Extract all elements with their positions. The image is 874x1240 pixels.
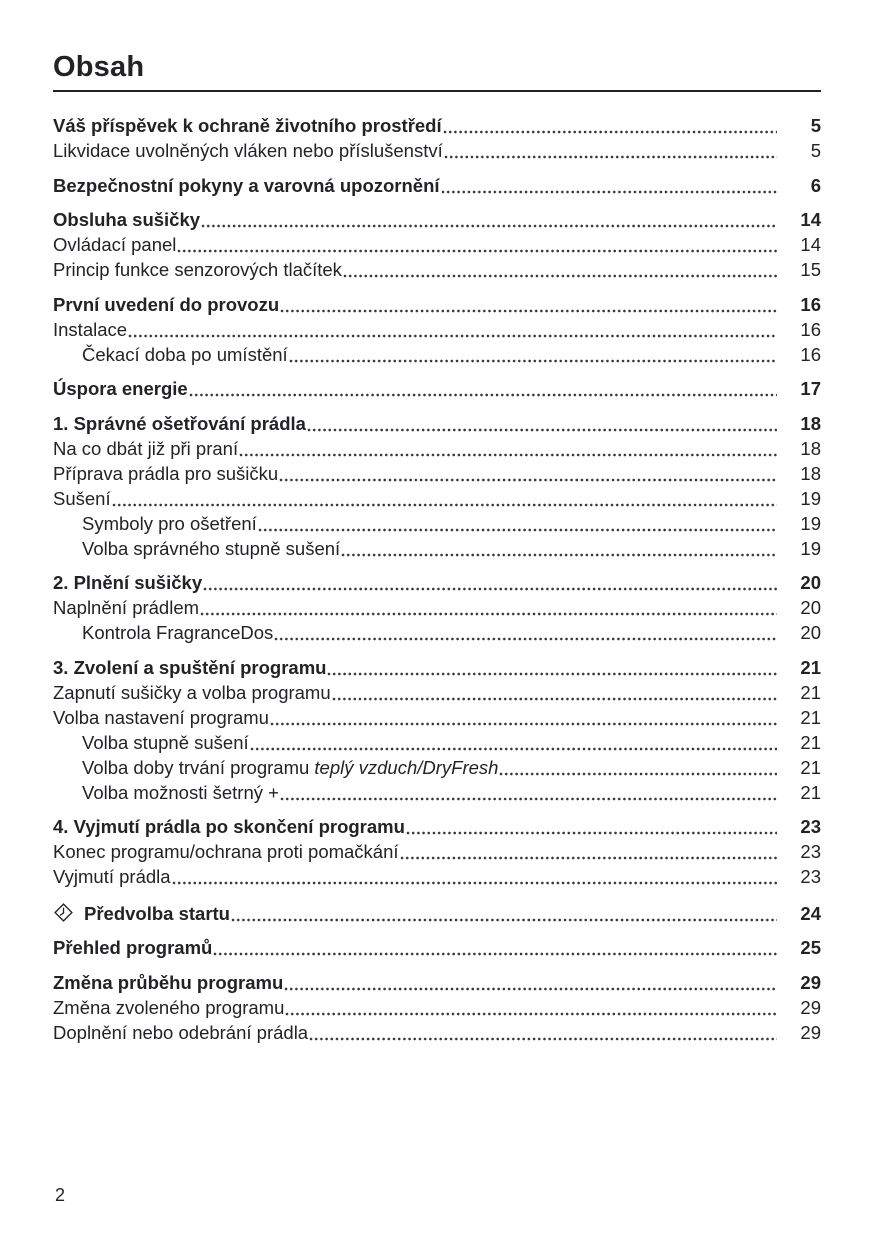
toc-entry-text: Symboly pro ošetření bbox=[82, 512, 257, 534]
title-divider bbox=[53, 90, 821, 92]
toc-entry-label bbox=[53, 680, 331, 705]
toc-page-number: 29 bbox=[800, 1021, 821, 1043]
toc-leader-dots bbox=[284, 987, 777, 991]
toc-leader-dots bbox=[343, 274, 777, 278]
toc-entry-text: Předvolba startu bbox=[84, 902, 230, 924]
toc-page-number: 16 bbox=[800, 293, 821, 315]
toc-entry-text: Konec programu/ochrana proti pomačkání bbox=[53, 841, 399, 862]
toc-page-number: 16 bbox=[800, 343, 821, 365]
toc-page-number: 23 bbox=[800, 816, 821, 837]
toc-entry-label bbox=[53, 995, 284, 1020]
toc-entry bbox=[53, 411, 821, 436]
toc-entry-label bbox=[53, 376, 188, 401]
toc-leader-dots bbox=[177, 249, 777, 253]
toc-leader-dots bbox=[279, 478, 777, 482]
toc-entry bbox=[53, 730, 821, 755]
toc-page-number: 5 bbox=[810, 115, 821, 136]
toc-leader-dots bbox=[285, 1012, 777, 1016]
toc-entry bbox=[53, 461, 821, 486]
toc-entry-text: Sušení bbox=[53, 487, 111, 509]
toc-entry-label bbox=[53, 705, 269, 730]
toc-entry-label bbox=[53, 655, 326, 680]
toc-leader-dots bbox=[280, 309, 777, 313]
toc-entry bbox=[53, 1020, 821, 1045]
toc-page-number: 25 bbox=[800, 937, 821, 958]
toc-page-number: 21 bbox=[800, 781, 821, 803]
toc-entry-text: Naplnění prádlem bbox=[53, 597, 200, 618]
toc-leader-dots bbox=[112, 503, 777, 507]
toc-leader-dots bbox=[443, 130, 777, 134]
toc-leader-dots bbox=[309, 1037, 777, 1041]
toc-entry bbox=[53, 680, 821, 705]
toc-entry bbox=[53, 864, 821, 889]
toc-leader-dots bbox=[250, 747, 777, 751]
toc-entry-text: Doplnění nebo odebrání prádla bbox=[53, 1021, 309, 1043]
toc-entry-label bbox=[82, 730, 249, 755]
toc-entry bbox=[53, 814, 821, 839]
toc-entry-text: Kontrola FragranceDos bbox=[82, 622, 274, 643]
toc-page-number: 15 bbox=[800, 259, 821, 280]
toc-page-number: 19 bbox=[800, 487, 821, 509]
toc-entry bbox=[53, 655, 821, 680]
toc-entry-label bbox=[82, 511, 257, 536]
toc-page-number: 18 bbox=[800, 412, 821, 434]
toc-entry bbox=[53, 173, 821, 198]
toc-leader-dots bbox=[239, 453, 777, 457]
toc-leader-dots bbox=[274, 637, 777, 641]
toc-entry-text: Na co dbát již při praní bbox=[53, 437, 239, 459]
toc-leader-dots bbox=[200, 612, 777, 616]
toc-entry-text: 1. Správné ošetřování prádla bbox=[53, 412, 306, 434]
toc-page-number: 21 bbox=[800, 756, 821, 778]
toc-page-number: 19 bbox=[800, 537, 821, 559]
toc-entry-label bbox=[82, 342, 288, 367]
toc-entry-text: 2. Plnění sušičky bbox=[53, 572, 203, 593]
toc-entry-text: Změna průběhu programu bbox=[53, 971, 284, 993]
toc-entry bbox=[53, 232, 821, 257]
toc-leader-dots bbox=[270, 722, 777, 726]
toc-entry bbox=[53, 207, 821, 232]
toc-page-number: 18 bbox=[800, 462, 821, 484]
toc-page-number: 5 bbox=[810, 140, 821, 161]
toc-entry bbox=[53, 995, 821, 1020]
toc-entry-label bbox=[53, 257, 342, 282]
toc-leader-dots bbox=[400, 856, 777, 860]
toc-entry-label bbox=[53, 570, 202, 595]
toc-leader-dots bbox=[201, 224, 777, 228]
toc-entry-text: Změna zvoleného programu bbox=[53, 996, 285, 1018]
toc-entry-label bbox=[53, 1020, 308, 1045]
toc-entry bbox=[53, 376, 821, 401]
toc-leader-dots bbox=[406, 831, 777, 835]
toc-entry-label bbox=[53, 595, 199, 620]
toc-entry-text: Likvidace uvolněných vláken nebo příslušenství bbox=[53, 140, 443, 161]
toc-entry-label bbox=[53, 461, 278, 486]
toc-entry bbox=[53, 755, 821, 780]
delay-start-icon bbox=[53, 902, 76, 929]
toc-page-number: 29 bbox=[800, 971, 821, 993]
toc-page-number: 20 bbox=[800, 572, 821, 593]
toc-entry bbox=[53, 839, 821, 864]
toc-entry-text: Úspora energie bbox=[53, 378, 188, 399]
toc-entry bbox=[53, 705, 821, 730]
toc-entry-text: Volba doby trvání programu bbox=[82, 756, 315, 778]
toc-page-number: 21 bbox=[800, 656, 821, 678]
toc-leader-dots bbox=[128, 334, 777, 338]
toc-entry bbox=[53, 899, 821, 926]
toc-entry-label bbox=[53, 864, 171, 889]
toc-entry-text: 3. Zvolení a spuštění programu bbox=[53, 656, 327, 678]
toc-leader-dots bbox=[307, 428, 777, 432]
toc-entry-label bbox=[53, 970, 283, 995]
toc-entry-text: Volba nastavení programu bbox=[53, 706, 269, 728]
table-of-contents bbox=[53, 113, 821, 1045]
page-title: Obsah bbox=[53, 51, 145, 83]
toc-entry bbox=[53, 511, 821, 536]
toc-entry-label bbox=[82, 620, 273, 645]
toc-entry-text: Princip funkce senzorových tlačítek bbox=[53, 259, 342, 280]
toc-entry bbox=[53, 113, 821, 138]
toc-entry bbox=[53, 317, 821, 342]
toc-page-number: 21 bbox=[800, 706, 821, 728]
toc-entry bbox=[53, 570, 821, 595]
toc-page-number: 16 bbox=[800, 318, 821, 340]
toc-entry bbox=[53, 536, 821, 561]
page-content bbox=[53, 50, 821, 1045]
toc-leader-dots bbox=[327, 672, 777, 676]
toc-leader-dots bbox=[203, 587, 777, 591]
toc-entry bbox=[53, 257, 821, 282]
toc-entry-text: Bezpečnostní pokyny a varovná upozornění bbox=[53, 174, 440, 196]
footer-page-number: 2 bbox=[55, 1185, 66, 1205]
toc-leader-dots bbox=[499, 772, 777, 776]
toc-entry-label bbox=[53, 232, 176, 257]
toc-entry-text: Obsluha sušičky bbox=[53, 209, 201, 230]
toc-entry bbox=[53, 486, 821, 511]
toc-entry-label bbox=[53, 317, 127, 342]
toc-page-number: 29 bbox=[800, 996, 821, 1018]
toc-leader-dots bbox=[258, 528, 777, 532]
toc-entry-text: Vyjmutí prádla bbox=[53, 866, 171, 887]
toc-leader-dots bbox=[280, 797, 777, 801]
toc-entry-label bbox=[53, 411, 306, 436]
toc-entry-label bbox=[53, 138, 443, 163]
toc-entry bbox=[53, 436, 821, 461]
toc-entry-label bbox=[82, 536, 340, 561]
toc-leader-dots bbox=[444, 155, 777, 159]
toc-entry-text: První uvedení do provozu bbox=[53, 293, 280, 315]
toc-page-number: 17 bbox=[800, 378, 821, 399]
toc-entry-label bbox=[53, 839, 399, 864]
toc-entry bbox=[53, 342, 821, 367]
toc-page-number: 6 bbox=[810, 174, 821, 196]
toc-leader-dots bbox=[172, 881, 777, 885]
toc-page-number: 19 bbox=[800, 512, 821, 534]
toc-entry-text: 4. Vyjmutí prádla po skončení programu bbox=[53, 816, 405, 837]
toc-entry-label bbox=[53, 935, 212, 960]
toc-entry-text-italic: teplý vzduch/DryFresh bbox=[314, 756, 499, 778]
toc-page-number: 23 bbox=[800, 866, 821, 887]
toc-entry-label bbox=[82, 780, 279, 805]
toc-entry-text: Váš příspěvek k ochraně životního prostředí bbox=[53, 115, 442, 136]
toc-entry bbox=[53, 595, 821, 620]
toc-page-number: 20 bbox=[800, 622, 821, 643]
toc-leader-dots bbox=[231, 918, 777, 922]
toc-entry-label bbox=[53, 814, 405, 839]
toc-entry-text: Příprava prádla pro sušičku bbox=[53, 462, 279, 484]
toc-entry bbox=[53, 935, 821, 960]
toc-page-number: 23 bbox=[800, 841, 821, 862]
toc-entry-text: Čekací doba po umístění bbox=[82, 343, 288, 365]
toc-leader-dots bbox=[289, 359, 777, 363]
toc-entry bbox=[53, 138, 821, 163]
toc-entry bbox=[53, 292, 821, 317]
toc-page-number: 18 bbox=[800, 437, 821, 459]
toc-entry-text: Přehled programů bbox=[53, 937, 213, 958]
toc-entry-text: Instalace bbox=[53, 318, 128, 340]
toc-entry-label bbox=[84, 901, 230, 926]
toc-entry bbox=[53, 970, 821, 995]
toc-entry-label bbox=[53, 173, 440, 198]
toc-entry-label bbox=[53, 292, 279, 317]
toc-entry-label bbox=[82, 755, 498, 780]
toc-leader-dots bbox=[213, 952, 777, 956]
toc-entry-label bbox=[53, 207, 200, 232]
toc-leader-dots bbox=[341, 553, 777, 557]
toc-entry bbox=[53, 620, 821, 645]
toc-entry-text: Volba možnosti šetrný + bbox=[82, 781, 279, 803]
toc-page-number: 20 bbox=[800, 597, 821, 618]
toc-entry-text: Ovládací panel bbox=[53, 234, 177, 255]
toc-entry bbox=[53, 780, 821, 805]
toc-entry-label bbox=[53, 436, 238, 461]
toc-entry-label bbox=[53, 113, 442, 138]
toc-entry-text: Volba stupně sušení bbox=[82, 731, 249, 753]
toc-entry-text: Volba správného stupně sušení bbox=[82, 537, 341, 559]
toc-page-number: 14 bbox=[800, 209, 821, 230]
toc-leader-dots bbox=[441, 190, 777, 194]
toc-page-number: 14 bbox=[800, 234, 821, 255]
toc-leader-dots bbox=[332, 697, 777, 701]
toc-entry-label bbox=[53, 486, 111, 511]
toc-page-number: 21 bbox=[800, 731, 821, 753]
toc-leader-dots bbox=[189, 393, 777, 397]
toc-entry-text: Zapnutí sušičky a volba programu bbox=[53, 681, 331, 703]
toc-page-number: 24 bbox=[800, 902, 821, 924]
toc-page-number: 21 bbox=[800, 681, 821, 703]
